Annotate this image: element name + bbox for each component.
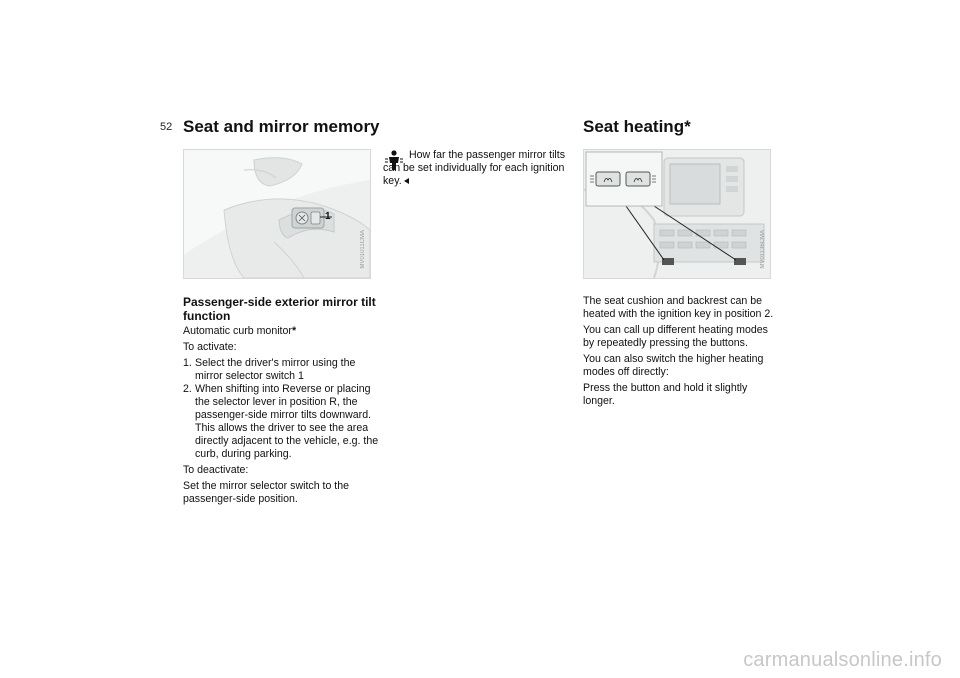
deactivate-label: To deactivate: <box>183 464 249 476</box>
step-number: 2. <box>183 383 192 395</box>
section-title-seat-heating: Seat heating* <box>583 117 691 136</box>
seat-heating-paragraph: Press the button and hold it slightly longer. <box>583 382 748 407</box>
right-column-text <box>583 295 779 411</box>
note-text: How far the passenger mirror tilts can be set individually for each ignition key. <box>383 149 566 187</box>
step-text: Select the driver's mirror using the mirror selector switch 1 <box>195 357 356 382</box>
intro-paragraph <box>183 325 381 338</box>
intro-text: Automatic curb monitor <box>183 325 292 337</box>
door-panel-illustration <box>184 150 370 278</box>
subheading-mirror-tilt: Passenger-side exterior mirror tilt function <box>183 295 376 323</box>
center-console-illustration <box>584 150 770 278</box>
deactivate-text: Set the mirror selector switch to the passenger-side position. <box>183 480 350 505</box>
seat-heating-buttons-figure <box>583 149 771 279</box>
list-item <box>183 357 381 383</box>
seat-heating-paragraph: The seat cushion and backrest can be heated with the ignition key in position 2. <box>583 295 774 320</box>
page-number: 52 <box>160 121 173 133</box>
seat-heating-paragraph: You can call up different heating modes by repeatedly pressing the buttons. <box>583 324 768 349</box>
activate-label: To activate: <box>183 341 237 353</box>
watermark: carmanualsonline.info <box>743 649 942 671</box>
section-title-seat-mirror-memory: Seat and mirror memory <box>183 117 380 136</box>
callout-1: 1 <box>325 211 331 222</box>
list-item <box>183 383 381 461</box>
figure-code: MV01011CMA <box>360 230 366 269</box>
step-number: 1. <box>183 357 192 369</box>
seat-heating-paragraph: You can also switch the higher heating modes off directly: <box>583 353 764 378</box>
figure-code: MV01136CMA <box>760 230 766 269</box>
middle-note <box>383 149 575 188</box>
option-star: * <box>291 325 297 337</box>
left-column-text <box>183 295 381 509</box>
door-mirror-switch-figure <box>183 149 371 279</box>
step-text: When shifting into Reverse or placing the selector lever in position R, the passenger-side mirror tilts downward. This allows the driver to see the area directly adjacent to the vehicle, e.g. the curb, during parking. <box>195 383 379 460</box>
activation-steps <box>183 357 381 461</box>
end-mark-icon <box>404 178 409 184</box>
